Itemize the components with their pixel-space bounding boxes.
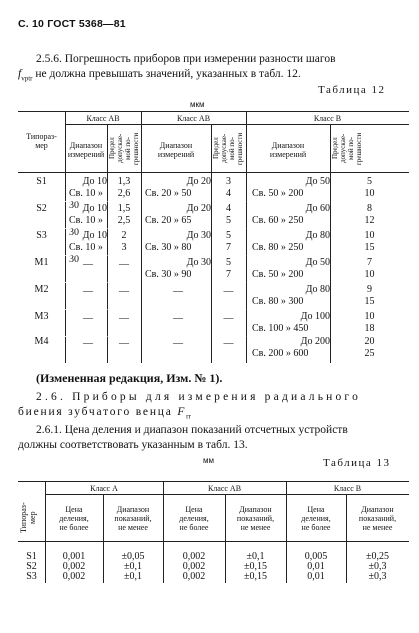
table13-unit: мм [203,456,214,465]
table12-cell-line: 15 [364,296,375,307]
table12-cell-line: 5 [367,176,372,187]
paragraph-2-5-6-text: не должна превышать значений, указанных в табл. 12. [32,68,301,80]
table12-cell-r2 [145,230,211,254]
table12-cell-line: 1,5 [117,203,131,214]
table12-cell-line: 25 [364,348,375,359]
table12-cell-line: Св. 30 » 80 [145,242,192,253]
table12-cell-line: 7 [226,269,231,280]
table12-cell-line: — [173,286,183,297]
symbol-subscript-rr: rr [186,412,191,421]
table12-error-header-1: Предел допускае- мой по- грешности [108,132,140,165]
table13-cell: ±0,3 [368,561,387,572]
table12-cell-r2 [145,203,211,227]
table12-cell-r1 [69,338,107,350]
table12-cell-line: 3 [226,176,231,187]
paragraph-2-6-text: биения зубчатого венца [18,406,178,418]
table12-cell-line: — [223,338,234,349]
table12-cell-line: До 50 [305,257,330,268]
table12-cell-r3 [252,284,330,308]
table12-cell-line: До 10 [82,203,107,214]
table12-cell-r3 [252,257,330,281]
table12-range-header-3: Диапазон измерений [269,141,307,159]
table12-cell-line: — [173,338,183,349]
table12-cell-type [18,257,65,269]
table12-cell-line: 7 [367,257,372,268]
table12-cell-e3 [330,336,409,360]
table12-cell-e1 [107,230,141,254]
table12-cell-e1 [107,313,141,325]
table12-row-divider [18,309,409,310]
table12-row-divider [18,201,409,202]
table12-cell-line: — [119,259,129,270]
table12-cell-r3 [252,203,330,227]
table13-cell-type: S2 [26,561,37,572]
page-header: С. 10 ГОСТ 5368—81 [18,18,126,30]
table12-cell-line: Св. 100 » 450 [252,323,309,334]
table12-cell-line: 10 [364,311,375,322]
table12-cell-r2 [145,338,211,350]
table12-cell-line: 5 [226,230,231,241]
table13-cell: 0,002 [62,561,86,572]
table12-cell-e1 [107,203,141,227]
table13-cell-type: S1 [26,551,37,562]
table12-cell-line: S3 [36,230,47,241]
table12-cell-line: — [83,286,93,297]
table13-cell: 0,01 [307,571,325,582]
table12-cell-line: M3 [34,311,49,322]
table12-cell-line: — [83,259,93,270]
table12-cell-line: — [173,313,183,324]
table12-cell-r2 [145,257,211,281]
table12-cell-line: Св. 30 » 90 [145,269,192,280]
table12-cell-line: До 80 [305,284,330,295]
table12-range-header-2: Диапазон измерений [157,141,195,159]
table12-cell-type [18,176,65,188]
table12-cell-e3 [330,284,409,308]
table12-cell-line: M4 [34,336,49,347]
table12-cell-r3 [252,176,330,200]
table12-cell-e1 [107,259,141,271]
table12-cell-line: 10 [364,188,375,199]
table13-div-header-2: Цена деления, не более [179,505,209,532]
table12-cell-line: M1 [34,257,49,268]
table13-div-header-1: Цена деления, не более [59,505,89,532]
table12-cell-e1 [107,176,141,200]
table13-cell: ±0,15 [244,571,267,582]
table12-cell-line: Св. 50 » 200 [252,188,304,199]
table12-cell-line: 1,3 [117,176,131,187]
table12-cell-line: 10 [364,230,375,241]
table12-cell-r3 [252,230,330,254]
table12-cell-line: — [119,338,129,349]
table13-cell: ±0,15 [244,561,267,572]
table12-cell-line: До 20 [186,203,211,214]
table13-type-header: Типораз- мер [19,502,37,533]
table12-cell-r2 [145,313,211,325]
table13-cell: ±0,1 [124,571,142,582]
table13-class2-header: Класс АВ [207,484,242,493]
table12-cell-line: До 30 [186,230,211,241]
table12-cell-e2 [211,286,246,298]
table12-cell-line: 5 [226,257,231,268]
table13-range-header-2: Диапазон показаний, не менее [236,505,275,532]
table12-cell-line: До 50 [305,176,330,187]
table13-cell: 0,01 [307,561,325,572]
table12-cell-line: Св. 80 » 300 [252,296,304,307]
table12-row-divider [18,255,409,256]
table12-cell-line: 3 [121,242,127,253]
paragraph-2-6-1-line2: должны соответствовать указанным в табл. 13. [18,439,248,451]
symbol-subscript: vptr [21,74,33,83]
table12-cell-line: 4 [226,188,231,199]
table12-cell-line: 8 [367,203,372,214]
table12-cell-line: — [223,286,234,297]
table13-caption: Таблица 13 [323,457,391,469]
table12-cell-line: 9 [367,284,372,295]
table12-cell-line: M2 [34,284,49,295]
table12-cell-line: До 10 [82,230,107,241]
table12-cell-line: 20 [364,336,375,347]
table12-cell-line: S1 [36,176,47,187]
table12-cell-e3 [330,257,409,281]
table12-cell-line: Св. 50 » 200 [252,269,304,280]
table12-class2-header: Класс АВ [176,114,211,123]
table12-cell-e2 [211,338,246,350]
changed-note: (Измененная редакция, Изм. № 1). [36,371,223,385]
table13-cell: 0,002 [182,551,206,562]
table12-cell-line: До 80 [305,230,330,241]
table12-cell-type [18,230,65,242]
table12-cell-line: 15 [364,242,375,253]
paragraph-2-6-line1: 2.6. Приборы для измерения радиального [36,391,362,403]
paragraph-2-5-6-line1: 2.5.6. Погрешность приборов при измерении разности шагов [36,53,336,65]
paragraph-2-6-1-line1: 2.6.1. Цена деления и диапазон показаний отсчетных устройств [36,424,348,436]
table12-cell-e2 [211,257,246,281]
symbol-F: F [177,406,187,418]
table13-cell: 0,002 [182,571,206,582]
table13-cell: 0,005 [304,551,328,562]
table13-cell: ±0,1 [246,551,265,562]
table12-range-header-1: Диапазон измерений [67,141,105,159]
table12-cell-line: Св. 10 » 30 [69,188,103,211]
table12-error-header-3: Предел допускае- мой по- грешности [331,132,363,165]
table12-cell-line: Св. 20 » 50 [145,188,192,199]
table12-cell-e2 [211,176,246,200]
table12-row-divider [18,282,409,283]
table13-cell: ±0,1 [124,561,142,572]
table12-cell-e1 [107,338,141,350]
table12-class3-header: Класс В [313,114,342,123]
table12-cell-line: — [223,313,234,324]
table12-cell-line: Св. 10 » 30 [69,242,103,265]
paragraph-2-6-line2 [18,405,408,424]
table12-cell-line: Св. 200 » 600 [252,348,309,359]
table12-cell-r1 [69,313,107,325]
table13-cell: 0,002 [62,571,86,582]
table12-cell-e2 [211,230,246,254]
table12-error-header-2: Предел допускае- мой по- грешности [212,132,244,165]
table12-cell-type [18,203,65,215]
table12-row-divider [18,228,409,229]
table12-cell-e3 [330,311,409,335]
table13-cell: 0,001 [62,551,86,562]
table12-cell-e2 [211,203,246,227]
table12-cell-line: 5 [226,215,231,226]
table12-cell-line: 2,5 [117,215,131,226]
table13-range-header-3: Диапазон показаний, не менее [358,505,397,532]
table12-cell-line: До 10 [82,176,107,187]
table12-cell-r2 [145,176,211,200]
table12-cell-e3 [330,203,409,227]
table12-class1-header: Класс АВ [86,114,120,123]
table12-cell-type [18,311,65,323]
table12-cell-line: S2 [36,203,47,214]
table12-cell-line: До 60 [305,203,330,214]
table13-cell-type: S3 [26,571,37,582]
table13-cell: ±0,05 [121,551,145,562]
table12-cell-e2 [211,313,246,325]
table12-cell-line: Св. 20 » 65 [145,215,192,226]
table12-cell-line: До 200 [300,336,330,347]
table12-cell-line: Св. 80 » 250 [252,242,304,253]
table12-cell-r1 [69,259,107,271]
table12-cell-r2 [145,286,211,298]
table12-cell-line: До 30 [186,257,211,268]
table13-div-header-3: Цена деления, не более [301,505,331,532]
table12-cell-line: Св. 60 » 250 [252,215,304,226]
table12-cell-line: 7 [226,242,231,253]
table12-cell-e1 [107,286,141,298]
table12-cell-r3 [252,311,330,335]
table12-type-header: Типораз- мер [26,132,57,150]
table12-cell-r3 [252,336,330,360]
table13-class3-header: Класс В [333,484,362,493]
table12-unit: мкм [190,100,205,109]
table12-cell-type [18,336,65,348]
table13-cell: ±0,3 [368,571,387,582]
table13-cell: 0,002 [182,561,206,572]
table12-cell-r1 [69,286,107,298]
table12-cell-line: До 100 [300,311,330,322]
table12-cell-e3 [330,230,409,254]
table13-cell: ±0,25 [366,551,389,562]
table12-cell-type [18,284,65,296]
table12-cell-line: — [119,313,129,324]
table12-caption: Таблица 12 [318,84,386,96]
table12-cell-line: — [83,338,93,349]
table12-cell-line: 2 [121,230,127,241]
table12-cell-line: — [83,313,93,324]
table12-cell-e3 [330,176,409,200]
table12-cell-line: 10 [364,269,375,280]
table13-class1-header: Класс А [90,484,118,493]
table12-cell-line: 2,6 [117,188,131,199]
table12-cell-line: 4 [226,203,231,214]
table12-cell-line: До 20 [186,176,211,187]
symbol-f: f [18,68,22,80]
table12-cell-line: — [119,286,129,297]
table12-cell-line: 12 [364,215,375,226]
table13-range-header-1: Диапазон показаний, не менее [114,505,152,532]
table12-cell-line: Св. 10 » 30 [69,215,103,238]
table12-cell-line: 18 [364,323,375,334]
